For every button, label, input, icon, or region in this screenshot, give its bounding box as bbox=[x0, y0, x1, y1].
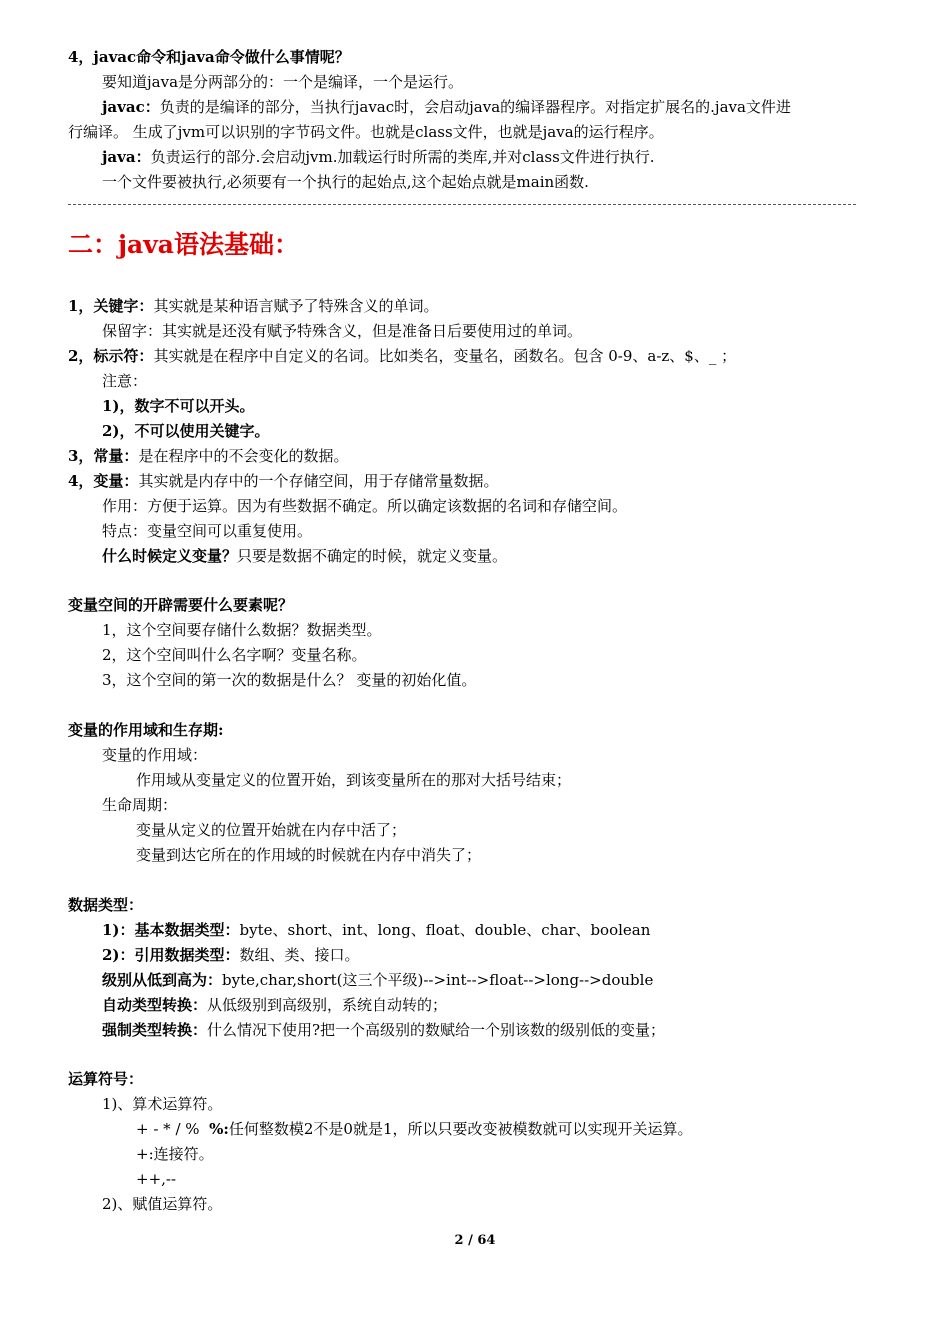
keyword-line bbox=[68, 294, 438, 318]
question-4: 4，javac命令和java命令做什么事情呢？ bbox=[68, 48, 350, 66]
list-item: 2，这个空间叫什么名字啊？变量名称。 bbox=[102, 646, 367, 664]
modulo-line bbox=[136, 1117, 693, 1141]
list-item: 1，这个空间要存储什么数据？数据类型。 bbox=[102, 621, 382, 639]
identifier-line bbox=[68, 344, 736, 368]
javac-line-continued: 行编译。 生成了jvm可以识别的字节码文件。也就是class文件，也就是java的运行程序。 bbox=[68, 123, 664, 141]
keyword-label: 1，关键字： bbox=[68, 297, 154, 315]
lifetime-text: 变量到达它所在的作用域的时候就在内存中消失了； bbox=[136, 846, 482, 864]
java-line bbox=[102, 145, 655, 169]
operator-list: + - * / % bbox=[136, 1120, 210, 1138]
rule-2: 2)，不可以使用关键字。 bbox=[102, 422, 270, 440]
note-label: 注意： bbox=[102, 372, 148, 390]
when-define-line bbox=[102, 544, 507, 568]
scope-lifetime-title: 变量的作用域和生存期: bbox=[68, 721, 224, 739]
javac-label: javac： bbox=[102, 98, 160, 116]
level-text: byte,char,short(这三个平级)-->int-->float-->long-->double bbox=[222, 971, 654, 989]
java-label: java： bbox=[102, 148, 151, 166]
arithmetic-operators: 1)、算术运算符。 bbox=[102, 1095, 223, 1113]
modulo-label: %: bbox=[209, 1120, 229, 1138]
paragraph: 要知道java是分两部分的：一个是编译，一个是运行。 bbox=[102, 73, 464, 91]
forced-conversion-text: 什么情况下使用?把一个高级别的数赋给一个别该数的级别低的变量； bbox=[207, 1021, 666, 1039]
lifetime-text: 变量从定义的位置开始就在内存中活了； bbox=[136, 821, 407, 839]
auto-conversion-label: 自动类型转换： bbox=[102, 996, 208, 1014]
variable-feature: 特点：变量空间可以重复使用。 bbox=[102, 522, 313, 540]
basic-types-text: byte、short、int、long、float、double、char、boolean bbox=[239, 921, 651, 939]
section-heading: 二：java语法基础： bbox=[68, 230, 299, 259]
variable-text: 其实就是内存中的一个存储空间，用于存储常量数据。 bbox=[138, 472, 499, 490]
dashed-divider bbox=[68, 204, 856, 205]
javac-line bbox=[102, 95, 791, 119]
basic-types-line bbox=[102, 918, 650, 942]
level-label: 级别从低到高为： bbox=[102, 971, 223, 989]
when-define-label: 什么时候定义变量？ bbox=[102, 547, 238, 565]
scope-label: 变量的作用域： bbox=[102, 746, 208, 764]
variable-space-title: 变量空间的开辟需要什么要素呢？ bbox=[68, 596, 294, 614]
auto-conversion-line bbox=[102, 993, 447, 1017]
reference-types-text: 数组、类、接口。 bbox=[239, 946, 360, 964]
list-item: 3，这个空间的第一次的数据是什么？ 变量的初始化值。 bbox=[102, 671, 477, 689]
constant-label: 3，常量： bbox=[68, 447, 139, 465]
when-define-text: 只要是数据不确定的时候，就定义变量。 bbox=[237, 547, 508, 565]
variable-use: 作用：方便于运算。因为有些数据不确定。所以确定该数据的名词和存储空间。 bbox=[102, 497, 628, 515]
main-function-paragraph: 一个文件要被执行,必须要有一个执行的起始点,这个起始点就是main函数. bbox=[102, 173, 589, 191]
variable-label: 4，变量： bbox=[68, 472, 139, 490]
forced-conversion-label: 强制类型转换： bbox=[102, 1021, 208, 1039]
increment-decrement: ++,-- bbox=[136, 1170, 177, 1188]
page-number: 2 / 64 bbox=[454, 1233, 496, 1248]
basic-types-label: 1)：基本数据类型： bbox=[102, 921, 240, 939]
reserved-word-line: 保留字：其实就是还没有赋予特殊含义，但是准备日后要使用过的单词。 bbox=[102, 322, 583, 340]
auto-conversion-text: 从低级别到高级别，系统自动转的； bbox=[207, 996, 448, 1014]
identifier-text: 其实就是在程序中自定义的名词。比如类名，变量名，函数名。包含 0-9、a-z、$、_ ； bbox=[153, 347, 737, 365]
level-line bbox=[102, 968, 653, 992]
variable-line bbox=[68, 469, 498, 493]
constant-line bbox=[68, 444, 348, 468]
scope-text: 作用域从变量定义的位置开始，到该变量所在的那对大括号结束； bbox=[136, 771, 572, 789]
assignment-operators: 2)、赋值运算符。 bbox=[102, 1195, 223, 1213]
data-types-title: 数据类型： bbox=[68, 896, 144, 914]
javac-text: 负责的是编译的部分，当执行javac时，会启动java的编译器程序。对指定扩展名的.java文件进 bbox=[159, 98, 791, 116]
forced-conversion-line bbox=[102, 1018, 665, 1042]
modulo-text: 任何整数模2不是0就是1，所以只要改变被模数就可以实现开关运算。 bbox=[228, 1120, 693, 1138]
rule-1: 1)，数字不可以开头。 bbox=[102, 397, 255, 415]
java-text: 负责运行的部分.会启动jvm.加载运行时所需的类库,并对class文件进行执行. bbox=[150, 148, 655, 166]
concat-operator: +:连接符。 bbox=[136, 1145, 214, 1163]
lifetime-label: 生命周期： bbox=[102, 796, 178, 814]
operators-title: 运算符号： bbox=[68, 1070, 144, 1088]
keyword-text: 其实就是某种语言赋予了特殊含义的单词。 bbox=[153, 297, 439, 315]
reference-types-label: 2)：引用数据类型： bbox=[102, 946, 240, 964]
identifier-label: 2，标示符： bbox=[68, 347, 154, 365]
reference-types-line bbox=[102, 943, 360, 967]
constant-text: 是在程序中的不会变化的数据。 bbox=[138, 447, 349, 465]
